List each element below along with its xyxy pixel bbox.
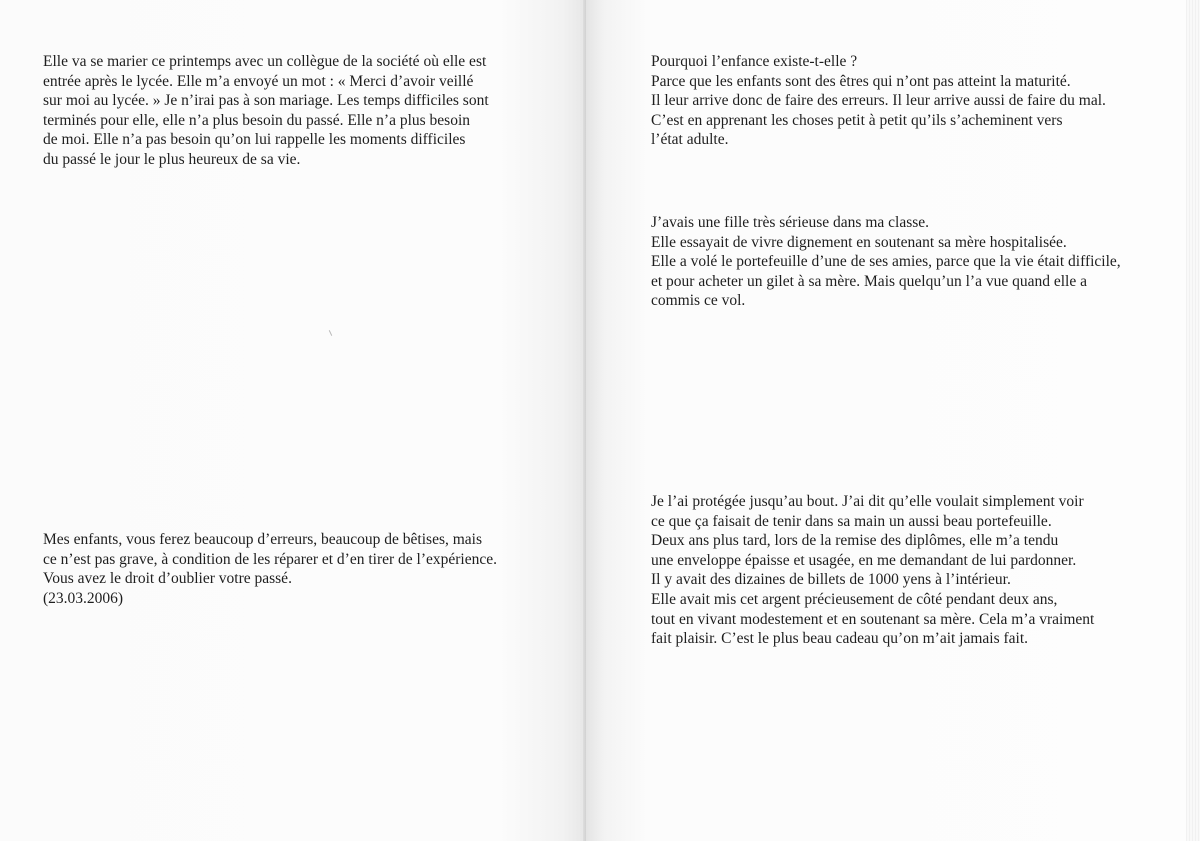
paper-speck — [329, 330, 332, 336]
text-line: ce que ça faisait de tenir dans sa main un aussi beau portefeuille. — [651, 512, 1052, 530]
right-page — [586, 0, 1200, 841]
text-line: sur moi au lycée. » Je n’irai pas à son mariage. Les temps difficiles sont — [43, 92, 489, 110]
left-page — [0, 0, 586, 841]
text-line: Mes enfants, vous ferez beaucoup d’erreurs, beaucoup de bêtises, mais — [43, 531, 483, 548]
text-line: l’état adulte. — [651, 131, 729, 149]
text-line: C’est en apprenant les choses petit à petit qu’ils s’acheminent vers — [651, 111, 1063, 129]
right-passage-gift — [651, 492, 1094, 649]
text-line: Elle a volé le portefeuille d’une de ses amies, parce que la vie était difficile, — [651, 253, 1121, 271]
text-line: ce n’est pas grave, à condition de les réparer et d’en tirer de l’expérience. — [43, 550, 498, 568]
date-line: (23.03.2006) — [43, 589, 124, 607]
text-line: tout en vivant modestement et en soutenant sa mère. Cela m’a vraiment — [651, 610, 1095, 628]
page-edge — [1186, 0, 1200, 841]
text-line: Deux ans plus tard, lors de la remise des diplômes, elle m’a tendu — [651, 532, 1059, 550]
text-line: Vous avez le droit d’oublier votre passé. — [43, 570, 292, 588]
text-line: fait plaisir. C’est le plus beau cadeau qu’on m’ait jamais fait. — [651, 630, 1029, 648]
text-line: Il y avait des dizaines de billets de 1000 yens à l’intérieur. — [651, 571, 1011, 589]
left-passage-wedding — [43, 52, 489, 170]
left-passage-children — [43, 530, 497, 608]
text-line: Je l’ai protégée jusqu’au bout. J’ai dit qu’elle voulait simplement voir — [651, 493, 1084, 510]
text-line: et pour acheter un gilet à sa mère. Mais quelqu’un l’a vue quand elle a — [651, 272, 1087, 290]
text-line: terminés pour elle, elle n’a plus besoin du passé. Elle n’a plus besoin — [43, 111, 471, 129]
text-line: de moi. Elle n’a pas besoin qu’on lui rappelle les moments difficiles — [43, 131, 466, 149]
text-line: une enveloppe épaisse et usagée, en me demandant de lui pardonner. — [651, 551, 1077, 569]
text-line: Il leur arrive donc de faire des erreurs. Il leur arrive aussi de faire du mal. — [651, 92, 1106, 110]
text-line: entrée après le lycée. Elle m’a envoyé un mot : « Merci d’avoir veillé — [43, 72, 474, 90]
text-line: commis ce vol. — [651, 292, 746, 310]
text-line: Pourquoi l’enfance existe-t-elle ? — [651, 53, 858, 70]
right-passage-student — [651, 213, 1121, 311]
text-line: Elle essayait de vivre dignement en soutenant sa mère hospitalisée. — [651, 233, 1067, 251]
text-line: du passé le jour le plus heureux de sa vie. — [43, 150, 301, 168]
text-line: Elle va se marier ce printemps avec un collègue de la société où elle est — [43, 53, 487, 70]
text-line: Parce que les enfants sont des êtres qui n’ont pas atteint la maturité. — [651, 72, 1071, 90]
text-line: Elle avait mis cet argent précieusement de côté pendant deux ans, — [651, 590, 1058, 608]
text-line: J’avais une fille très sérieuse dans ma classe. — [651, 214, 930, 231]
right-passage-childhood — [651, 52, 1106, 150]
